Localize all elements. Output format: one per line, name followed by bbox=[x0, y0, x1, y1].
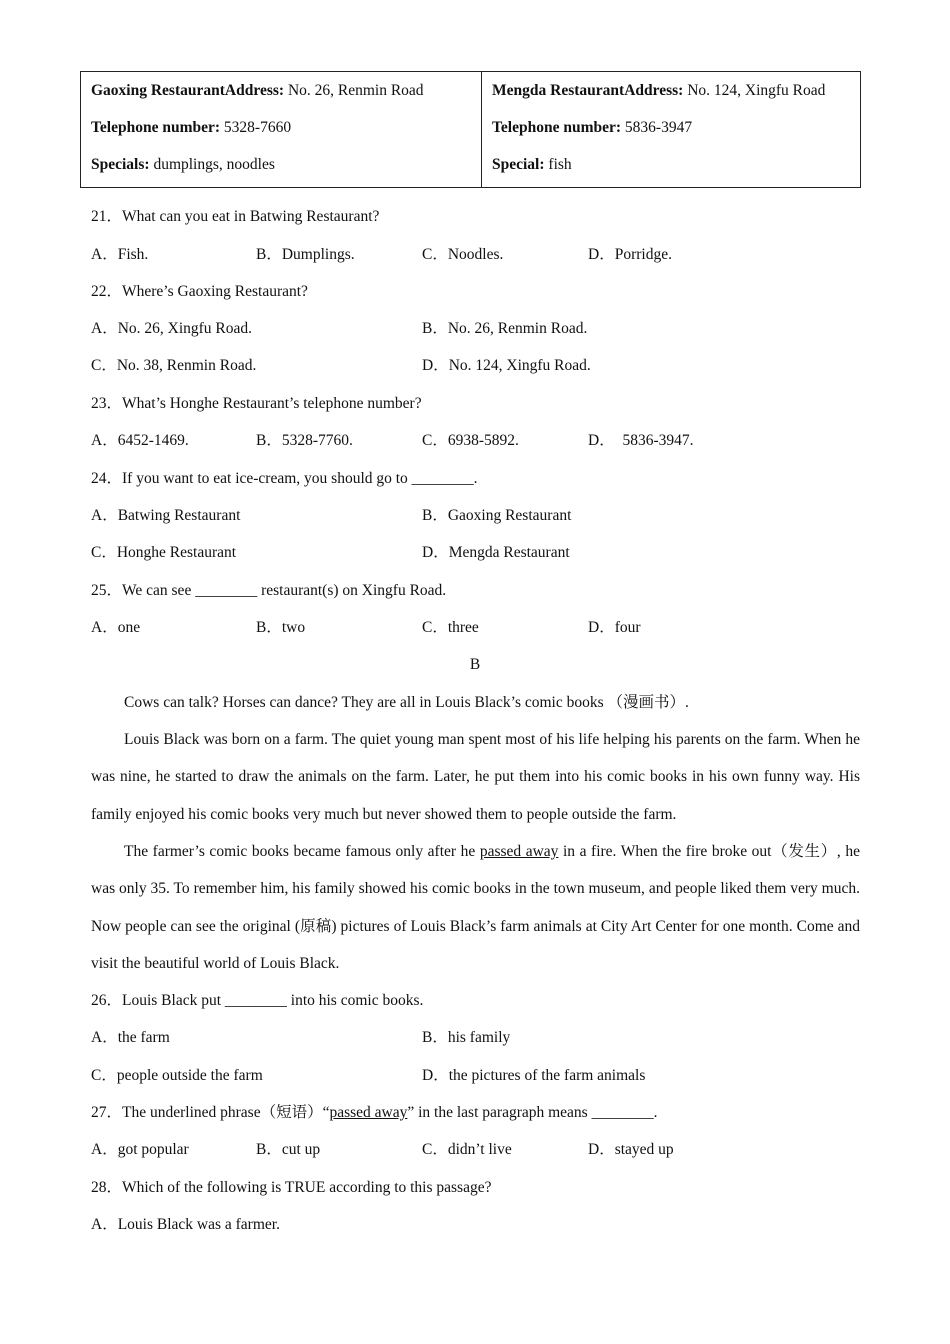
telephone-label: Telephone number: bbox=[492, 119, 622, 136]
q24-option-c: C．Honghe Restaurant bbox=[91, 544, 237, 561]
q26-option-d: D．the pictures of the farm animals bbox=[422, 1067, 646, 1084]
q24-option-a: A．Batwing Restaurant bbox=[91, 507, 241, 524]
specials-label: Specials: bbox=[91, 156, 150, 173]
question-26-stem: 26．Louis Black put ________ into his comic books. bbox=[91, 992, 424, 1009]
question-27-stem bbox=[91, 1103, 657, 1123]
q26-option-c: C．people outside the farm bbox=[91, 1067, 263, 1084]
q24-option-b: B．Gaoxing Restaurant bbox=[422, 507, 572, 524]
q23-option-a: A．6452-1469. bbox=[91, 432, 189, 449]
q27-option-b: B．cut up bbox=[256, 1141, 321, 1158]
address-value: No. 26, Renmin Road bbox=[284, 82, 424, 99]
gaoxing-restaurant-cell bbox=[81, 72, 482, 188]
q26-option-a: A．the farm bbox=[91, 1029, 170, 1046]
specials-value: fish bbox=[544, 156, 572, 173]
q25-option-b: B．two bbox=[256, 619, 306, 636]
q27-stem-text: ” in the last paragraph means ________. bbox=[407, 1104, 658, 1121]
q27-option-d: D．stayed up bbox=[588, 1141, 674, 1158]
telephone-value: 5836-3947 bbox=[621, 119, 693, 136]
address-value: No. 124, Xingfu Road bbox=[683, 82, 826, 99]
q21-option-a: A．Fish. bbox=[91, 246, 149, 263]
q26-option-b: B．his family bbox=[422, 1029, 511, 1046]
q25-option-a: A．one bbox=[91, 619, 141, 636]
q22-option-d: D．No. 124, Xingfu Road. bbox=[422, 357, 591, 374]
q27-stem-text: 27．The underlined phrase（短语）“ bbox=[91, 1104, 330, 1121]
address-label: Address: bbox=[624, 82, 684, 99]
passage-paragraph-3 bbox=[91, 833, 860, 982]
restaurant-name: Mengda Restaurant bbox=[492, 82, 625, 99]
underlined-phrase: passed away bbox=[329, 1104, 408, 1121]
question-22-stem: 22．Where’s Gaoxing Restaurant? bbox=[91, 283, 308, 300]
q21-option-c: C．Noodles. bbox=[422, 246, 504, 263]
question-23-stem: 23．What’s Honghe Restaurant’s telephone number? bbox=[91, 395, 422, 412]
specials-value: dumplings, noodles bbox=[149, 156, 275, 173]
q24-option-d: D．Mengda Restaurant bbox=[422, 544, 570, 561]
q28-option-a: A．Louis Black was a farmer. bbox=[91, 1216, 280, 1233]
restaurant-name: Gaoxing Restaurant bbox=[91, 82, 225, 99]
q22-option-b: B．No. 26, Renmin Road. bbox=[422, 320, 588, 337]
passage-paragraph-1: Cows can talk? Horses can dance? They are all in Louis Black’s comic books （漫画书）. bbox=[124, 694, 689, 711]
paragraph-3-text: The farmer’s comic books became famous only after he bbox=[124, 843, 480, 860]
question-25-stem: 25．We can see ________ restaurant(s) on Xingfu Road. bbox=[91, 582, 447, 599]
telephone-value: 5328-7660 bbox=[220, 119, 292, 136]
q23-option-d: D． 5836-3947. bbox=[588, 432, 694, 449]
q21-option-d: D．Porridge. bbox=[588, 246, 672, 263]
question-28-stem: 28．Which of the following is TRUE according to this passage? bbox=[91, 1179, 492, 1196]
q25-option-c: C．three bbox=[422, 619, 479, 636]
specials-label: Special: bbox=[492, 156, 545, 173]
underlined-phrase: passed away bbox=[479, 843, 559, 860]
question-21-stem: 21．What can you eat in Batwing Restaurant? bbox=[91, 208, 380, 225]
paragraph-3-text: in a fire. When the fire broke out（发生）, he was only 35. To remember him, his family showed his comic books in the town museum, and people liked them very much. Now people can see the original (原稿) pictures of Louis Black’s farm animals at City Art Center for one month. Come and visit the beautiful world of Louis Black. bbox=[91, 843, 860, 972]
section-b-heading: B bbox=[469, 656, 481, 673]
q23-option-c: C．6938-5892. bbox=[422, 432, 519, 449]
telephone-label: Telephone number: bbox=[91, 119, 221, 136]
q27-option-a: A．got popular bbox=[91, 1141, 189, 1158]
passage-paragraph-2: Louis Black was born on a farm. The quiet young man spent most of his life helping his parents on the farm. When he was nine, he started to draw the animals on the farm. Later, he put them into his comic books in his own funny way. His family enjoyed his comic books very much but never showed them to people outside the farm. bbox=[91, 731, 860, 823]
restaurant-info-table bbox=[80, 71, 861, 188]
q27-option-c: C．didn’t live bbox=[422, 1141, 512, 1158]
mengda-restaurant-cell bbox=[482, 72, 861, 188]
question-24-stem: 24．If you want to eat ice-cream, you should go to ________. bbox=[91, 470, 478, 487]
address-label: Address: bbox=[224, 82, 285, 99]
q22-option-c: C．No. 38, Renmin Road. bbox=[91, 357, 257, 374]
q23-option-b: B．5328-7760. bbox=[256, 432, 353, 449]
q22-option-a: A．No. 26, Xingfu Road. bbox=[91, 320, 253, 337]
q25-option-d: D．four bbox=[588, 619, 641, 636]
q21-option-b: B．Dumplings. bbox=[256, 246, 355, 263]
